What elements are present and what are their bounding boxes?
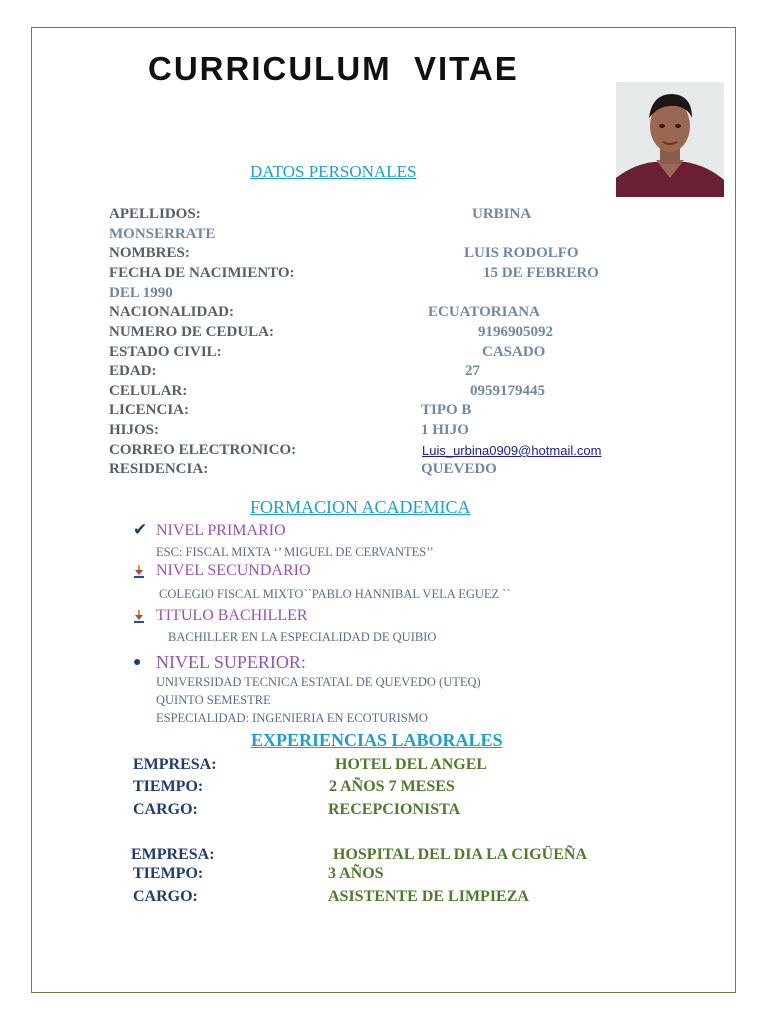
nationality-value: ECUATORIANA	[428, 304, 540, 320]
license-value: TIPO B	[421, 402, 472, 418]
birthdate-value: 15 DE FEBRERO	[483, 265, 599, 281]
phone-value: 0959179445	[470, 383, 545, 399]
arrow-bullet-drawing	[133, 610, 145, 624]
job1-time-value: 2 AÑOS 7 MESES	[329, 778, 455, 795]
secondary-level-detail: COLEGIO FISCAL MIXTO``PABLO HANNIBAL VELA EGUEZ ``	[159, 587, 511, 601]
arrow-bullet-drawing	[133, 565, 145, 579]
bachelor-detail: BACHILLER EN LA ESPECIALIDAD DE QUIBIO	[168, 630, 437, 644]
marital-status-label: ESTADO CIVIL:	[109, 344, 222, 360]
children-value: 1 HIJO	[421, 422, 469, 438]
job2-position-label: CARGO:	[133, 888, 198, 905]
marital-status-value: CASADO	[482, 344, 546, 360]
job1-time-label: TIEMPO:	[133, 778, 204, 795]
birthdate-value-continued: DEL 1990	[109, 285, 173, 301]
job1-company-value: HOTEL DEL ANGEL	[335, 756, 488, 773]
secondary-level-title: NIVEL SECUNDARIO	[156, 562, 311, 579]
primary-level-title: NIVEL PRIMARIO	[156, 522, 286, 539]
job2-time-value: 3 AÑOS	[328, 865, 384, 882]
phone-label: CELULAR:	[109, 383, 188, 399]
higher-level-specialty: ESPECIALIDAD: INGENIERIA EN ECOTURISMO	[156, 711, 428, 725]
section-personal-data: DATOS PERSONALES	[250, 162, 417, 181]
primary-level-detail: ESC: FISCAL MIXTA ‘’ MIGUEL DE CERVANTES’’	[156, 545, 434, 559]
id-number-label: NUMERO DE CEDULA:	[109, 324, 274, 340]
birthdate-label: FECHA DE NACIMIENTO:	[109, 265, 295, 281]
email-link[interactable]: Luis_urbina0909@hotmail.com	[422, 443, 602, 458]
dot-bullet-icon: ●	[133, 655, 142, 670]
job2-time-label: TIEMPO:	[133, 865, 204, 882]
profile-photo	[616, 82, 724, 197]
job2-company-label: EMPRESA:	[131, 846, 215, 863]
surname-value: URBINA	[472, 206, 532, 222]
document-title: CURRICULUM VITAE	[148, 50, 519, 87]
job1-position-label: CARGO:	[133, 801, 198, 818]
age-label: EDAD:	[109, 363, 157, 379]
job1-company-label: EMPRESA:	[133, 756, 217, 773]
profile-photo-drawing	[616, 82, 724, 197]
age-value: 27	[465, 363, 480, 379]
nationality-label: NACIONALIDAD:	[109, 304, 235, 320]
arrow-bullet-icon	[133, 565, 145, 583]
license-label: LICENCIA:	[109, 402, 190, 418]
surname-value-continued: MONSERRATE	[109, 226, 216, 242]
job2-position-value: ASISTENTE DE LIMPIEZA	[328, 888, 529, 905]
id-number-value: 9196905092	[478, 324, 553, 340]
job2-company-value: HOSPITAL DEL DIA LA CIGÜEÑA	[333, 846, 587, 863]
job1-position-value: RECEPCIONISTA	[328, 801, 461, 818]
email-label: CORREO ELECTRONICO:	[109, 442, 297, 458]
residence-label: RESIDENCIA:	[109, 461, 209, 477]
residence-value: QUEVEDO	[421, 461, 497, 477]
bachelor-title: TITULO BACHILLER	[156, 607, 308, 624]
section-academic: FORMACION ACADEMICA	[250, 497, 471, 517]
higher-level-semester: QUINTO SEMESTRE	[156, 693, 271, 707]
surname-label: APELLIDOS:	[109, 206, 201, 222]
section-work: EXPERIENCIAS LABORALES	[251, 730, 503, 750]
arrow-bullet-icon	[133, 610, 145, 628]
higher-level-title: NIVEL SUPERIOR:	[156, 652, 306, 672]
checkmark-icon: ✔	[133, 520, 148, 539]
name-value: LUIS RODOLFO	[464, 245, 579, 261]
name-label: NOMBRES:	[109, 245, 190, 261]
higher-level-university: UNIVERSIDAD TECNICA ESTATAL DE QUEVEDO (UTEQ)	[156, 675, 481, 689]
children-label: HIJOS:	[109, 422, 160, 438]
